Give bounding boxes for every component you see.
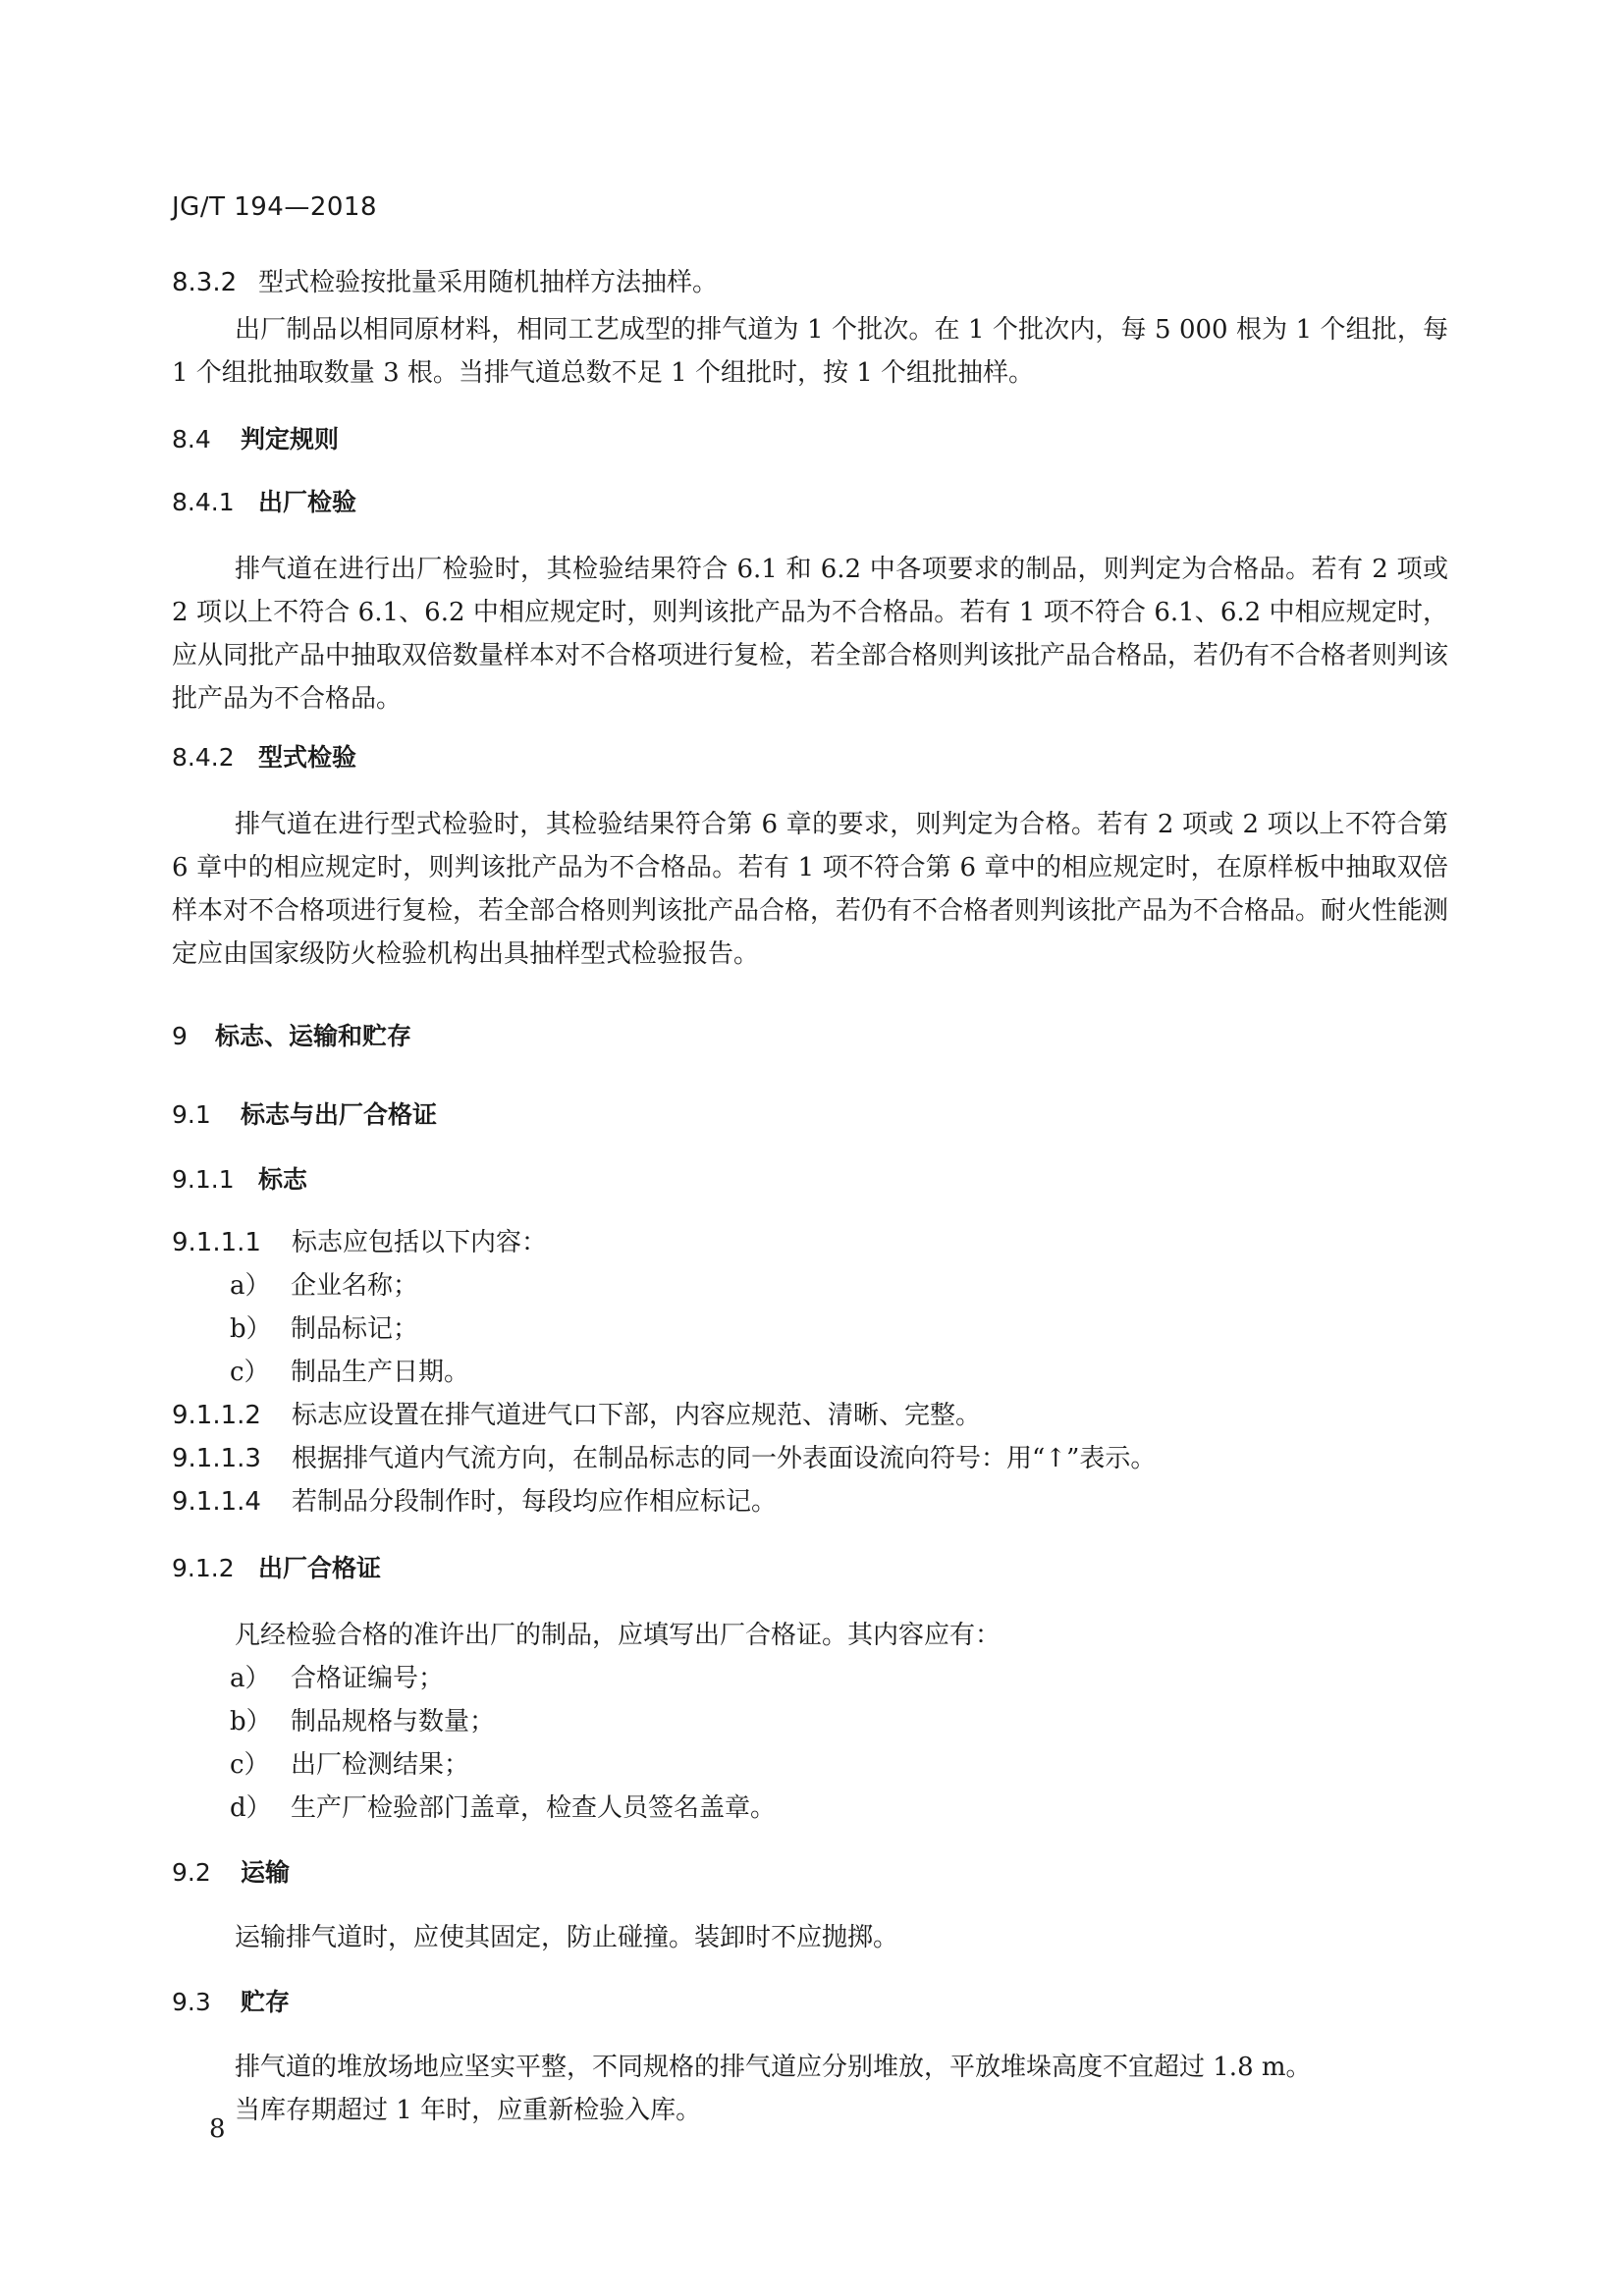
clause-8-3-2-paragraph: 出厂制品以相同原材料，相同工艺成型的排气道为 1 个批次。在 1 个批次内，每 5 000 根为 1 个组批，每 1 个组批抽取数量 3 根。当排气道总数不足 1 个组批时，按 1 个组批抽样。: [172, 315, 1448, 388]
list-item: [230, 1659, 444, 1698]
section-9-2-paragraph: 运输排气道时，应使其固定，防止碰撞。装卸时不应抛掷。: [235, 1923, 899, 1952]
clause-number: 9.1.1.4: [172, 1487, 261, 1517]
section-number: 8.4.2: [172, 743, 235, 772]
clause-9-1-1-4: [172, 1482, 777, 1522]
list-text: 合格证编号；: [291, 1664, 445, 1693]
section-9-1-2-intro: 凡经检验合格的准许出厂的制品，应填写出厂合格证。其内容应有：: [235, 1621, 1001, 1650]
list-marker: b）: [230, 1314, 272, 1344]
list-item: [230, 1745, 469, 1785]
list-item: [230, 1309, 418, 1349]
clause-number: 8.3.2: [172, 268, 238, 297]
section-number: 9.2: [172, 1858, 211, 1887]
section-9-3-heading: [172, 1983, 290, 2022]
section-8-4-2-heading: [172, 738, 356, 777]
section-8-4-1-heading: [172, 483, 356, 522]
list-marker: b）: [230, 1707, 272, 1736]
list-item: [230, 1789, 776, 1828]
section-title: 标志与出厂合格证: [241, 1100, 438, 1129]
clause-text: 若制品分段制作时，每段均应作相应标记。: [292, 1487, 778, 1517]
list-marker: a）: [230, 1271, 271, 1301]
list-text: 生产厂检验部门盖章，检查人员签名盖章。: [291, 1793, 777, 1823]
section-title: 贮存: [241, 1988, 291, 2016]
section-9-1-2-heading: [172, 1549, 381, 1588]
list-marker: a）: [230, 1664, 271, 1693]
section-number: 8.4: [172, 425, 211, 454]
section-8-4-2-paragraph: 排气道在进行型式检验时，其检验结果符合第 6 章的要求，则判定为合格。若有 2 项或 2 项以上不符合第 6 章中的相应规定时，则判该批产品为不合格品。若有 1 项不符合第 6 章中的相应规定时，在原样板中抽取双倍样本对不合格项进行复检，若全部合格则判该批产品合格，若仍有不合格者则判该批产品为不合格品。耐火性能测定应由国家级防火检验机构出具抽样型式检验报告。: [172, 810, 1449, 969]
clause-9-1-1-3: [172, 1439, 1156, 1478]
clause-text: 根据排气道内气流方向，在制品标志的同一外表面设流向符号：用“↑”表示。: [292, 1444, 1157, 1473]
list-item: [230, 1353, 469, 1392]
clause-9-1-1-1: [172, 1223, 547, 1262]
clause-number: 9.1.1.3: [172, 1444, 261, 1473]
list-text: 制品生产日期。: [291, 1358, 470, 1387]
section-number: 9.1.1: [172, 1165, 235, 1194]
clause-text: 标志应包括以下内容：: [292, 1228, 548, 1257]
chapter-number: 9: [172, 1022, 188, 1050]
section-number: 9.1.2: [172, 1554, 235, 1582]
section-title: 型式检验: [258, 743, 357, 772]
list-item: [230, 1702, 495, 1741]
clause-9-1-1-2: [172, 1396, 981, 1435]
section-9-3-paragraph-2: 当库存期超过 1 年时，应重新检验入库。: [235, 2096, 702, 2125]
list-item: [230, 1266, 418, 1306]
section-9-2-heading: [172, 1853, 290, 1893]
list-text: 制品标记；: [291, 1314, 419, 1344]
list-marker: c）: [230, 1750, 270, 1780]
clause-8-3-2: [172, 263, 718, 302]
clause-number: 9.1.1.2: [172, 1401, 261, 1430]
section-number: 8.4.1: [172, 488, 235, 516]
section-9-3-paragraph-1: 排气道的堆放场地应坚实平整，不同规格的排气道应分别堆放，平放堆垛高度不宜超过 1.8 m。: [235, 2053, 1312, 2082]
section-number: 9.3: [172, 1988, 211, 2016]
section-8-4-heading: [172, 420, 339, 459]
section-title: 判定规则: [241, 425, 340, 454]
page-number: 8: [209, 2114, 226, 2144]
chapter-9-heading: [172, 1017, 411, 1056]
list-text: 制品规格与数量；: [291, 1707, 496, 1736]
section-9-1-1-heading: [172, 1160, 307, 1200]
section-title: 运输: [241, 1858, 291, 1887]
list-text: 企业名称；: [291, 1271, 419, 1301]
section-title: 标志: [258, 1165, 308, 1194]
list-marker: c）: [230, 1358, 270, 1387]
section-title: 出厂检验: [258, 488, 357, 516]
section-title: 出厂合格证: [258, 1554, 382, 1582]
section-number: 9.1: [172, 1100, 211, 1129]
section-8-4-1-paragraph: 排气道在进行出厂检验时，其检验结果符合 6.1 和 6.2 中各项要求的制品，则判定为合格品。若有 2 项或 2 项以上不符合 6.1、6.2 中相应规定时，则判该批产品为不合格品。若有 1 项不符合 6.1、6.2 中相应规定时，应从同批产品中抽取双倍数量样本对不合格项进行复检，若全部合格则判该批产品合格品，若仍有不合格者则判该批产品为不合格品。: [172, 555, 1449, 714]
document-id-header: JG/T 194—2018: [172, 192, 378, 222]
list-marker: d）: [230, 1793, 272, 1823]
chapter-title: 标志、运输和贮存: [215, 1022, 412, 1050]
clause-number: 9.1.1.1: [172, 1228, 261, 1257]
clause-text: 型式检验按批量采用随机抽样方法抽样。: [258, 268, 719, 297]
section-9-1-heading: [172, 1095, 437, 1135]
clause-text: 标志应设置在排气道进气口下部，内容应规范、清晰、完整。: [292, 1401, 982, 1430]
list-text: 出厂检测结果；: [291, 1750, 470, 1780]
